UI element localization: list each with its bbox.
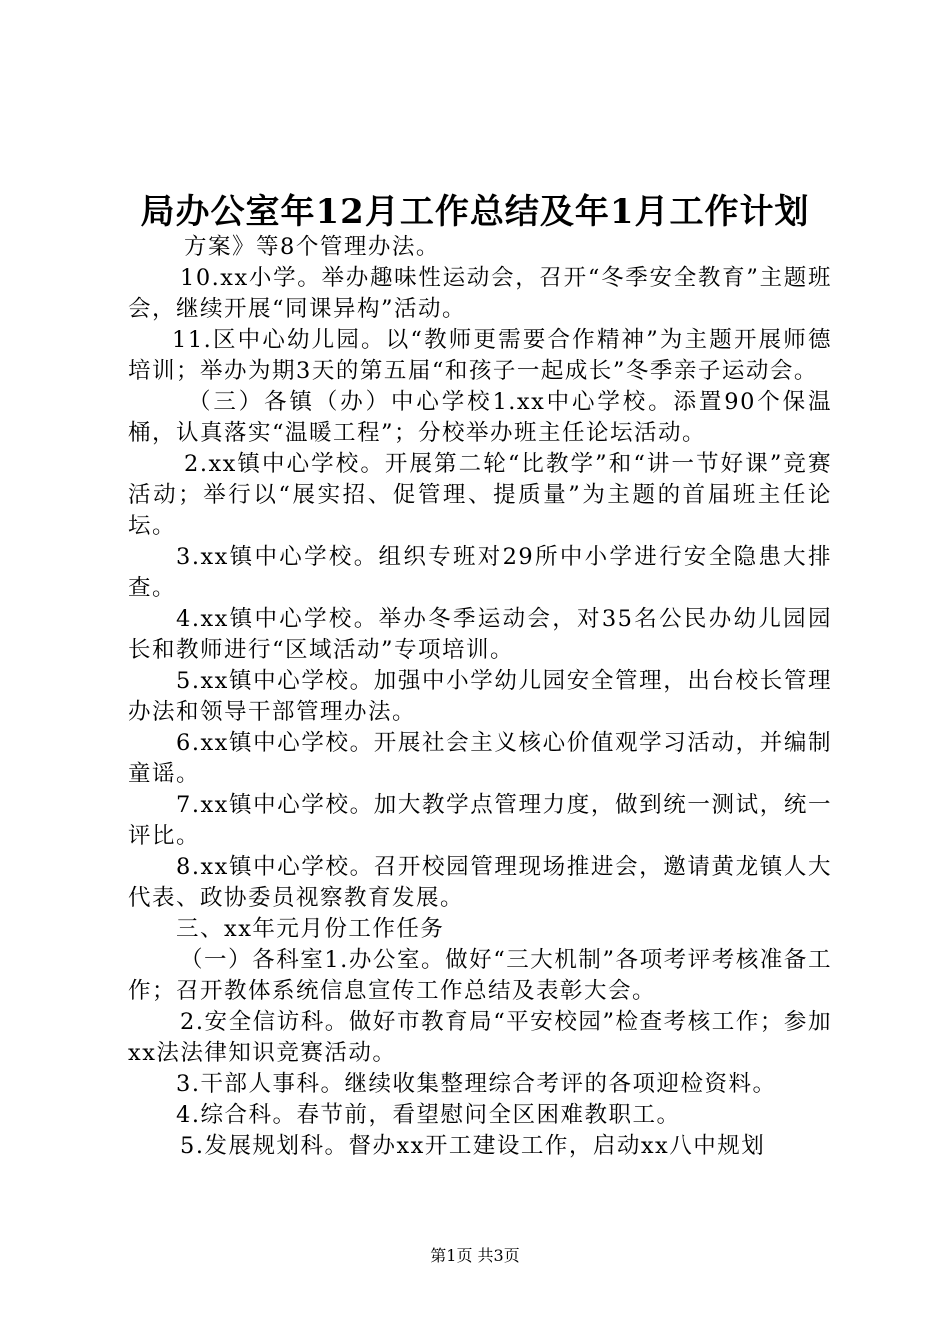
paragraph: 8.xx镇中心学校。召开校园管理现场推进会，邀请黄龙镇人大代表、政协委员视察教育发展。 bbox=[128, 854, 832, 911]
paragraph: 2.xx镇中心学校。开展第二轮“比教学”和“讲一节好课”竞赛活动；举行以“展实招、促管理、提质量”为主题的首届班主任论坛。 bbox=[128, 451, 832, 539]
paragraph: 10.xx小学。举办趣味性运动会，召开“冬季安全教育”主题班会，继续开展“同课异构”活动。 bbox=[128, 265, 832, 322]
paragraph: 2.安全信访科。做好市教育局“平安校园”检查考核工作；参加xx法法律知识竞赛活动。 bbox=[128, 1009, 832, 1066]
paragraph: 6.xx镇中心学校。开展社会主义核心价值观学习活动，并编制童谣。 bbox=[128, 730, 832, 787]
paragraph: 5.发展规划科。督办xx开工建设工作，启动xx八中规划 bbox=[180, 1133, 766, 1159]
paragraph: 7.xx镇中心学校。加大教学点管理力度，做到统一测试，统一评比。 bbox=[128, 792, 832, 849]
paragraph: 11.区中心幼儿园。以“教师更需要合作精神”为主题开展师德培训；举办为期3天的第五届“和孩子一起成长”冬季亲子运动会。 bbox=[128, 327, 832, 384]
document-body bbox=[128, 232, 832, 1162]
paragraph: 3.xx镇中心学校。组织专班对29所中小学进行安全隐患大排查。 bbox=[128, 544, 832, 601]
paragraph: 方案》等8个管理办法。 bbox=[184, 234, 440, 260]
paragraph: 4.xx镇中心学校。举办冬季运动会，对35名公民办幼儿园园长和教师进行“区域活动”专项培训。 bbox=[128, 606, 832, 663]
paragraph: 4.综合科。春节前，看望慰问全区困难教职工。 bbox=[176, 1102, 681, 1128]
paragraph: （一）各科室1.办公室。做好“三大机制”各项考评考核准备工作；召开教体系统信息宣传工作总结及表彰大会。 bbox=[128, 947, 832, 1004]
document-title: 局办公室年12月工作总结及年1月工作计划 bbox=[140, 192, 810, 232]
section-heading: 三、xx年元月份工作任务 bbox=[176, 916, 445, 942]
page-footer: 第1页 共3页 bbox=[430, 1246, 520, 1265]
paragraph: 3.干部人事科。继续收集整理综合考评的各项迎检资料。 bbox=[176, 1071, 777, 1097]
paragraph: （三）各镇（办）中心学校1.xx中心学校。添置90个保温桶，认真落实“温暖工程”；分校举办班主任论坛活动。 bbox=[128, 389, 832, 446]
paragraph: 5.xx镇中心学校。加强中小学幼儿园安全管理，出台校长管理办法和领导干部管理办法。 bbox=[128, 668, 832, 725]
